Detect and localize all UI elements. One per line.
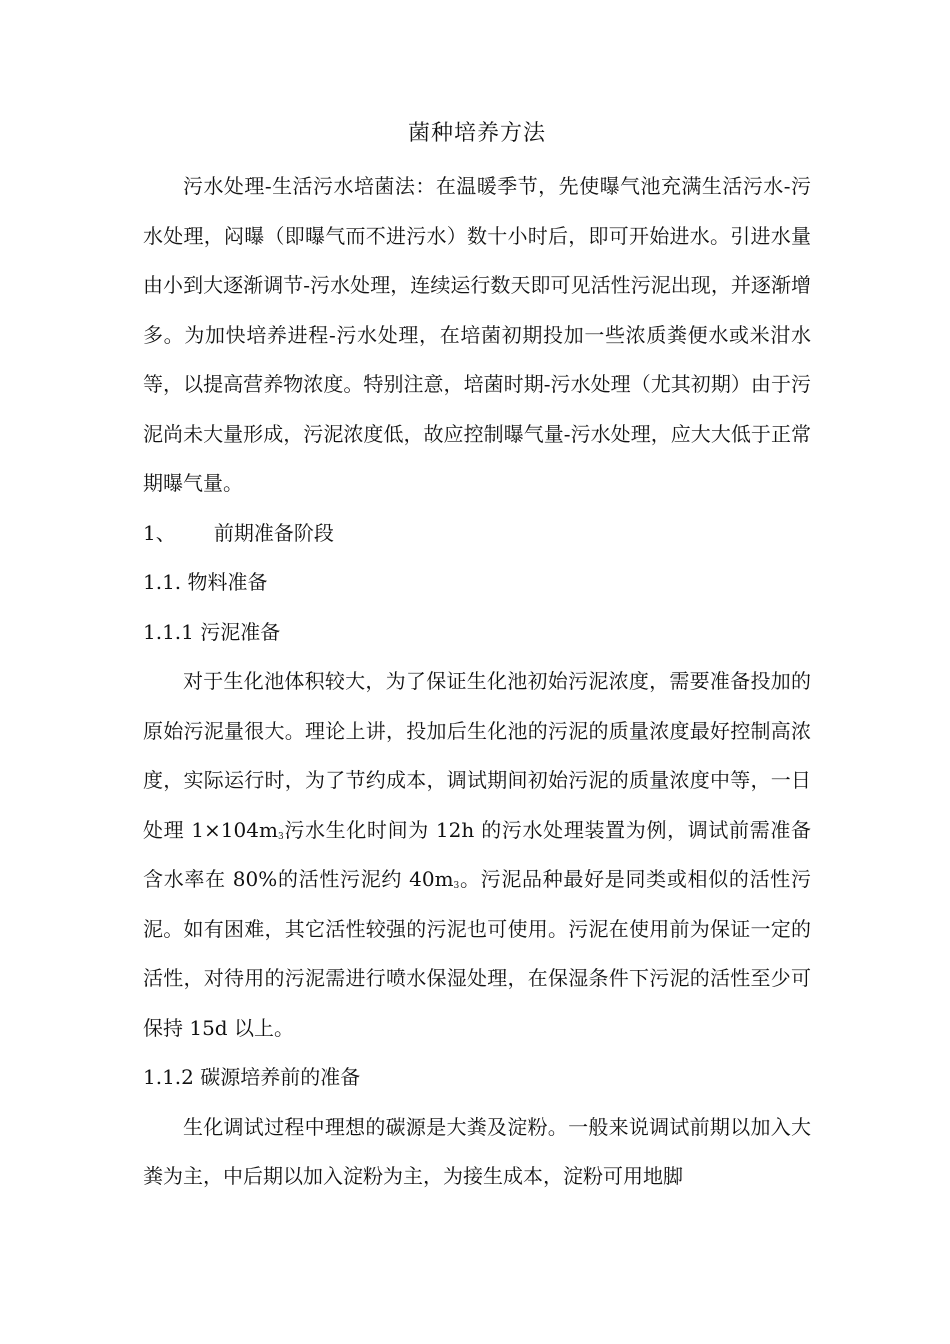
sludge-text-part-2: 污水生化时间为 12h 的污水处理装置为例，调试前需准备含水率在 80%的活性污泥约 40m	[143, 817, 811, 891]
intro-paragraph: 污水处理-生活污水培菌法：在温暖季节，先使曝气池充满生活污水-污水处理，闷曝（即曝气而不进污水）数十小时后，即可开始进水。引进水量由小到大逐渐调节-污水处理，连续运行数天即可见活性污泥出现，并逐渐增多。为加快培养进程-污水处理，在培菌初期投加一些浓质粪便水或米泔水等，以提高营养物浓度。特别注意，培菌时期-污水处理（尤其初期）由于污泥尚未大量形成，污泥浓度低，故应控制曝气量-污水处理，应大大低于正常期曝气量。	[143, 174, 811, 495]
document-body	[143, 112, 811, 1202]
cubic-unit-superscript: 3	[277, 831, 284, 842]
section-1-heading	[143, 509, 811, 559]
carbon-paragraph: 生化调试过程中理想的碳源是大粪及淀粉。一般来说调试前期以加入大粪为主，中后期以加入淀粉为主，为接生成本，淀粉可用地脚	[143, 1114, 811, 1188]
section-1-number: 1、	[143, 520, 176, 545]
cubic-unit-superscript: 3	[453, 881, 460, 891]
sludge-text-part-1: 对于生化池体积较大，为了保证生化池初始污泥浓度，需要准备投加的原始污泥量很大。理论上讲，投加后生化池的污泥的质量浓度最好控制高浓度，实际运行时，为了节约成本，调试期间初始污泥的质量浓度中等，一日处理 1×104m	[143, 669, 811, 842]
section-1-title: 前期准备阶段	[213, 520, 334, 545]
section-1-1-1-heading: 1.1.1 污泥准备	[143, 619, 281, 644]
sludge-paragraph	[143, 657, 811, 1053]
document-title: 菌种培养方法	[407, 121, 546, 146]
section-1-1-2-heading: 1.1.2 碳源培养前的准备	[143, 1065, 361, 1089]
sludge-text-part-3: 。污泥品种最好是同类或相似的活性污泥。如有困难，其它活性较强的污泥也可使用。污泥在使用前为保证一定的活性，对待用的污泥需进行喷水保湿处理，在保湿条件下污泥的活性至少可保持 15d 以上。	[143, 867, 811, 1040]
section-1-1-heading: 1.1. 物料准备	[143, 570, 268, 594]
